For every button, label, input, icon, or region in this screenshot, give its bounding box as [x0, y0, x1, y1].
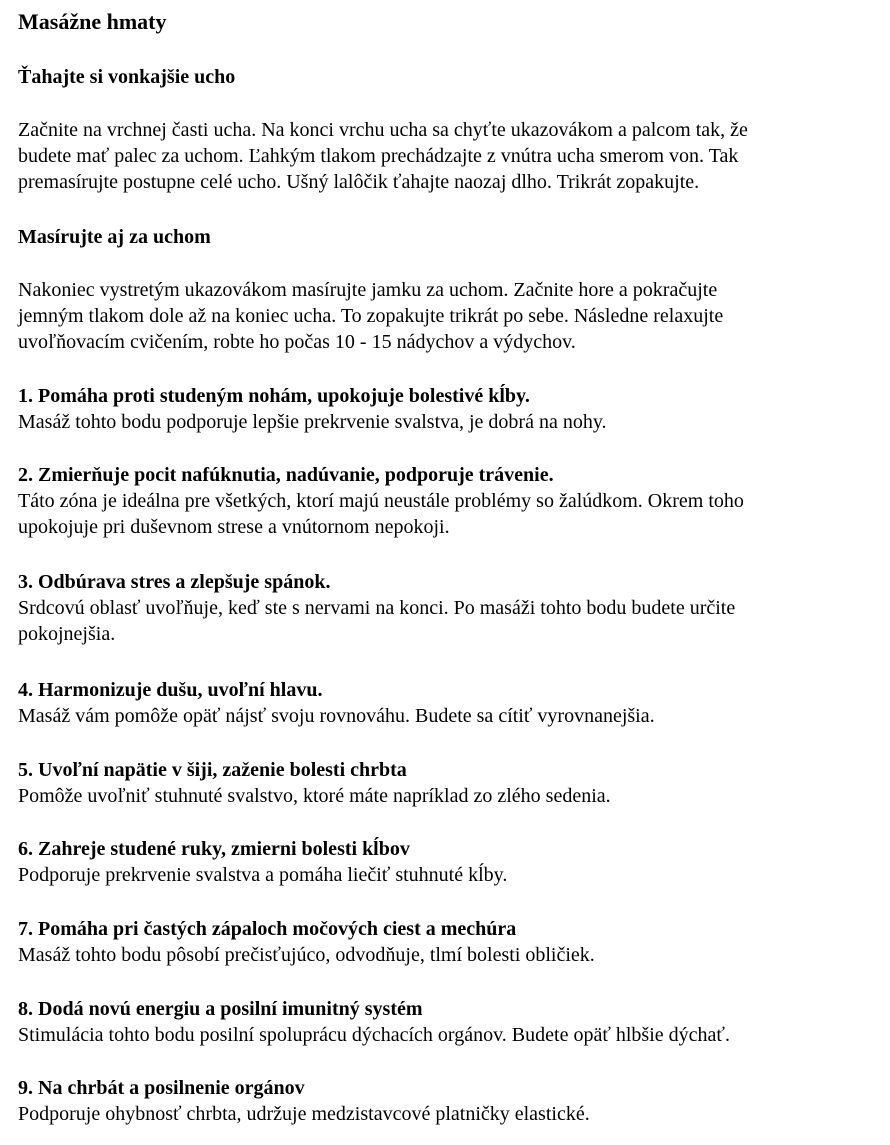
massage-point-1: [18, 383, 878, 435]
paragraph-line: Nakoniec vystretým ukazovákom masírujte jamku za uchom. Začnite hore a pokračujte: [18, 279, 718, 301]
paragraph-line: budete mať palec za uchom. Ľahkým tlakom prechádzajte z vnútra ucha smerom von. Tak: [18, 145, 739, 167]
point-heading: 2. Zmierňuje pocit nafúknutia, nadúvanie, podporuje trávenie.: [18, 464, 554, 486]
page-title: Masážne hmaty: [18, 9, 167, 34]
point-description: Podporuje prekrvenie svalstva a pomáha liečiť stuhnuté kĺby.: [18, 864, 508, 886]
point-heading: 8. Dodá novú energiu a posilní imunitný systém: [18, 998, 423, 1020]
paragraph-line: uvoľňovacím cvičením, robte ho počas 10 - 15 nádychov a výdychov.: [18, 331, 576, 353]
point-description: Pomôže uvoľniť stuhnuté svalstvo, ktoré máte napríklad zo zlého sedenia.: [18, 785, 611, 807]
massage-point-8: [18, 996, 878, 1048]
point-heading: 9. Na chrbát a posilnenie orgánov: [18, 1077, 305, 1099]
massage-point-2: [18, 462, 878, 540]
paragraph-line: premasírujte postupne celé ucho. Ušný lalôčik ťahajte naozaj dlho. Trikrát zopakujte.: [18, 171, 700, 193]
point-description: Podporuje ohybnosť chrbta, udržuje medzistavcové platničky elastické.: [18, 1103, 590, 1125]
point-heading: 3. Odbúrava stres a zlepšuje spánok.: [18, 571, 331, 593]
massage-point-9: [18, 1075, 878, 1127]
point-heading: 4. Harmonizuje dušu, uvoľní hlavu.: [18, 679, 323, 701]
massage-point-4: [18, 677, 878, 729]
point-description: Masáž vám pomôže opäť nájsť svoju rovnováhu. Budete sa cítiť vyrovnanejšia.: [18, 705, 655, 727]
section-paragraph-behind-ear: [18, 277, 878, 355]
point-heading: 6. Zahreje studené ruky, zmierni bolesti kĺbov: [18, 838, 410, 860]
point-heading: 7. Pomáha pri častých zápaloch močových ciest a mechúra: [18, 918, 517, 940]
section-heading-outer-ear: Ťahajte si vonkajšie ucho: [18, 66, 236, 88]
point-description: pokojnejšia.: [18, 623, 116, 645]
paragraph-line: Začnite na vrchnej časti ucha. Na konci vrchu ucha sa chyťte ukazovákom a palcom tak, že: [18, 119, 748, 141]
point-description: Stimulácia tohto bodu posilní spoluprácu dýchacích orgánov. Budete opäť hlbšie dýchať.: [18, 1024, 730, 1046]
point-description: Masáž tohto bodu podporuje lepšie prekrvenie svalstva, je dobrá na nohy.: [18, 411, 607, 433]
point-heading: 1. Pomáha proti studeným nohám, upokojuje bolestivé kĺby.: [18, 385, 530, 407]
point-heading: 5. Uvoľní napätie v šiji, zaženie bolesti chrbta: [18, 759, 407, 781]
section-heading-behind-ear: Masírujte aj za uchom: [18, 226, 211, 248]
massage-point-3: [18, 569, 878, 647]
point-description: Masáž tohto bodu pôsobí prečisťujúco, odvodňuje, tlmí bolesti obličiek.: [18, 944, 595, 966]
massage-point-7: [18, 916, 878, 968]
point-description: Srdcovú oblasť uvoľňuje, keď ste s nervami na konci. Po masáži tohto bodu budete určite: [18, 597, 736, 619]
point-description: Táto zóna je ideálna pre všetkých, ktorí majú neustále problémy so žalúdkom. Okrem toho: [18, 490, 744, 512]
point-description: upokojuje pri duševnom strese a vnútornom nepokoji.: [18, 516, 450, 538]
section-paragraph-outer-ear: [18, 117, 878, 195]
massage-point-5: [18, 757, 878, 809]
massage-point-6: [18, 836, 878, 888]
paragraph-line: jemným tlakom dole až na koniec ucha. To zopakujte trikrát po sebe. Následne relaxujte: [18, 305, 724, 327]
